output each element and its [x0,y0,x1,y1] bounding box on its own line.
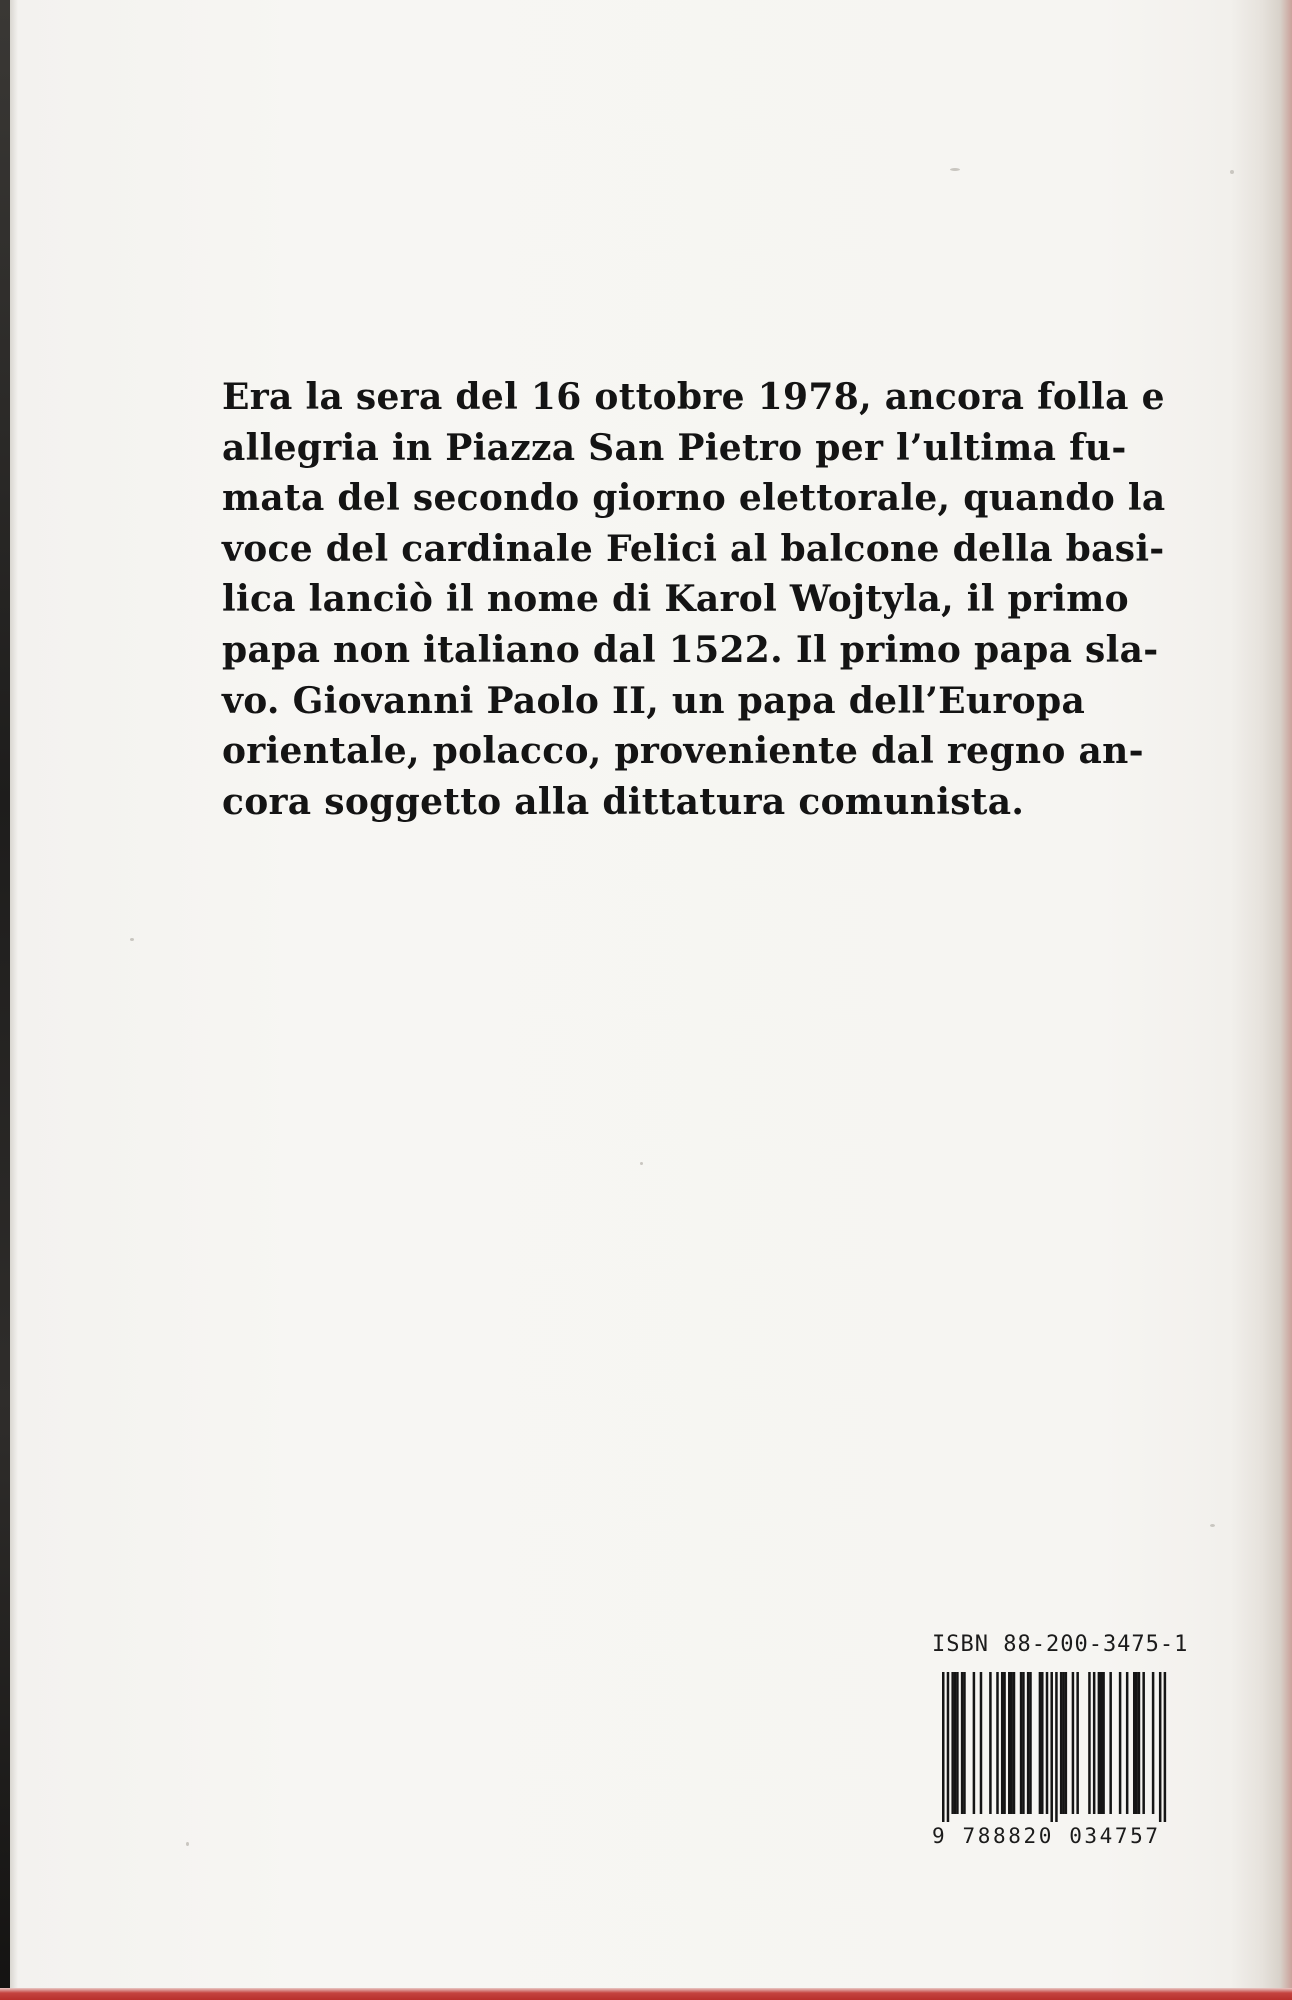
barcode-bar [1020,1672,1023,1814]
blurb-line: lica lanciò il nome di Karol Wojtyla, il primo [222,578,1129,621]
barcode-bar [1135,1672,1138,1814]
paper-speck [130,938,134,941]
barcode-bar [1138,1672,1141,1814]
barcode-bar [947,1672,950,1822]
barcode-bar [996,1672,999,1814]
barcode-bar [1003,1672,1006,1814]
barcode-bar [1072,1672,1075,1814]
barcode-bar [973,1672,976,1814]
blurb-text [222,372,1166,827]
paper-speck [186,1842,189,1846]
barcode-bar [1060,1672,1063,1814]
barcode-bar [1093,1672,1096,1814]
barcode-bar [963,1672,966,1814]
barcode-bar [1098,1672,1101,1814]
barcode-bar [980,1672,983,1814]
barcode-bar [1119,1672,1122,1814]
blurb-line: vo. Giovanni Paolo II, un papa dell’Europa [222,679,1086,722]
isbn-label: ISBN 88-200-3475-1 [932,1632,1189,1657]
barcode-bar [1001,1672,1004,1814]
barcode-bar [1088,1672,1091,1814]
cover-bottom-edge [0,1988,1292,2000]
barcode-bar [1126,1672,1129,1814]
paper-speck [950,168,960,171]
barcode-bar [1046,1672,1049,1814]
barcode-bar [1050,1672,1053,1822]
blurb-line: Era la sera del 16 ottobre 1978, ancora folla e [222,376,1165,418]
paper-speck [640,1162,643,1165]
barcode-bar [954,1672,957,1814]
barcode-bar [1039,1672,1042,1814]
barcode-bar [1010,1672,1013,1814]
blurb-line: mata del secondo giorno elettorale, quando la [222,477,1166,520]
barcode-bar [1109,1672,1112,1814]
blurb-line: papa non italiano dal 1522. Il primo papa sla- [222,628,1159,671]
paper-speck [1210,1524,1215,1527]
blurb-line: orientale, polacco, proveniente dal regno an- [222,730,1144,773]
barcode-bar [1029,1672,1032,1814]
blurb-line: voce del cardinale Felici al balcone della basi- [222,527,1165,570]
barcode-bar [1022,1672,1025,1814]
barcode-bar [1013,1672,1016,1814]
blurb-line: cora soggetto alla dittatura comunista. [222,780,1025,823]
barcode-bar [1142,1672,1145,1814]
barcode-bar [1027,1672,1030,1814]
barcode-bar [1133,1672,1136,1814]
barcode-bar [1152,1672,1155,1814]
barcode-bar [1076,1672,1079,1814]
barcode-bar [951,1672,954,1814]
barcode-digits: 9 788820 034757 [932,1824,1161,1848]
barcode-bar [1055,1672,1058,1822]
barcode-bar [956,1672,959,1814]
paper-speck [1230,170,1234,174]
barcode-bar [1065,1672,1068,1814]
barcode-bar [1102,1672,1105,1814]
barcode-bar [1008,1672,1011,1814]
barcode-icon [930,1672,1174,1822]
barcode-bar [942,1672,945,1822]
isbn-block [930,1632,1189,1862]
blurb-line: allegria in Piazza San Pietro per l’ultima fu- [222,426,1127,469]
barcode-bar [1041,1672,1044,1814]
barcode-bar [1164,1672,1167,1822]
barcode-bar [1159,1672,1162,1822]
cover-left-edge [0,0,10,2000]
barcode-bar [989,1672,992,1814]
barcode-bar [1062,1672,1065,1814]
barcode-bar [1100,1672,1103,1814]
barcode-bar [961,1672,964,1814]
